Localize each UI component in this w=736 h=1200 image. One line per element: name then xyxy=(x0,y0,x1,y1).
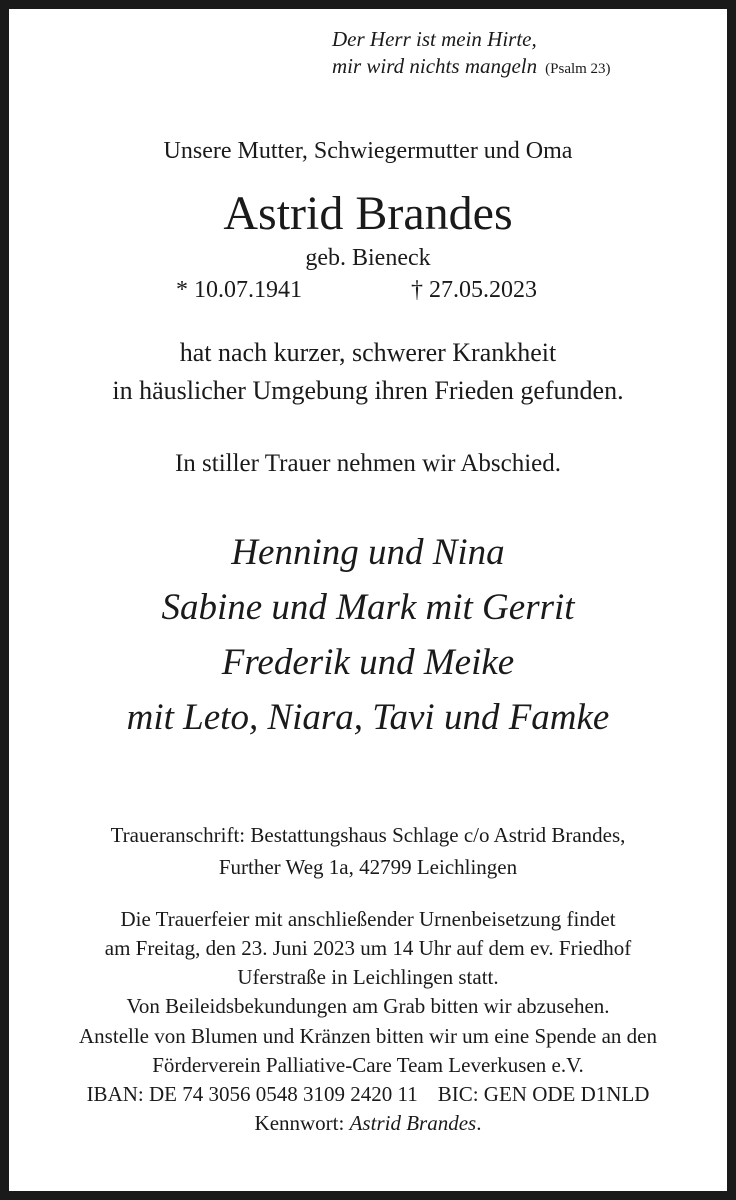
message-text xyxy=(0,334,736,410)
donation-keyword xyxy=(0,1109,736,1138)
psalm-quote xyxy=(332,26,611,83)
message-line: hat nach kurzer, schwerer Krankheit xyxy=(179,338,557,367)
keyword-value: Astrid Brandes xyxy=(349,1111,477,1135)
address-line: Further Weg 1a, 42799 Leichlingen xyxy=(218,855,518,879)
donation-info xyxy=(0,1022,736,1138)
message-line: in häuslicher Umgebung ihren Frieden gefunden. xyxy=(112,376,624,405)
birth-date: * 10.07.1941 xyxy=(176,277,302,303)
deceased-name: Astrid Brandes xyxy=(223,187,513,240)
intro-text: Unsere Mutter, Schwiegermutter und Oma xyxy=(163,138,573,164)
family-line: Henning und Nina xyxy=(231,532,505,573)
donation-line: Anstelle von Blumen und Kränzen bitten wir um eine Spende an den xyxy=(79,1024,657,1048)
bic: BIC: GEN ODE D1NLD xyxy=(437,1082,650,1106)
ceremony-line: am Freitag, den 23. Juni 2023 um 14 Uhr auf dem ev. Friedhof xyxy=(104,936,632,960)
family-line: mit Leto, Niara, Tavi und Famke xyxy=(126,697,610,738)
ceremony-info xyxy=(0,905,736,1021)
keyword-label: Kennwort: xyxy=(254,1111,345,1135)
birth-name: geb. Bieneck xyxy=(305,245,431,271)
donation-line: Förderverein Palliative-Care Team Leverkusen e.V. xyxy=(152,1053,584,1077)
bank-details xyxy=(0,1080,736,1109)
death-date: † 27.05.2023 xyxy=(411,277,537,303)
family-line: Frederik und Meike xyxy=(221,642,515,683)
iban: IBAN: DE 74 3056 0548 3109 2420 11 xyxy=(86,1082,418,1106)
psalm-reference: (Psalm 23) xyxy=(545,61,611,77)
keyword-end: . xyxy=(476,1111,482,1135)
ceremony-line: Die Trauerfeier mit anschließender Urnenbeisetzung findet xyxy=(120,907,616,931)
address-line: Traueranschrift: Bestattungshaus Schlage c/o Astrid Brandes, xyxy=(110,823,626,847)
mourning-address xyxy=(0,819,736,883)
psalm-line-2: mir wird nichts mangeln (Psalm 23) xyxy=(332,54,611,78)
family-line: Sabine und Mark mit Gerrit xyxy=(161,587,575,628)
ceremony-line: Uferstraße in Leichlingen statt. xyxy=(237,965,499,989)
psalm-line-1: Der Herr ist mein Hirte, xyxy=(332,27,537,51)
farewell-text: In stiller Trauer nehmen wir Abschied. xyxy=(174,450,562,477)
family-list xyxy=(0,525,736,745)
ceremony-line: Von Beileidsbekundungen am Grab bitten wir abzusehen. xyxy=(126,994,610,1018)
